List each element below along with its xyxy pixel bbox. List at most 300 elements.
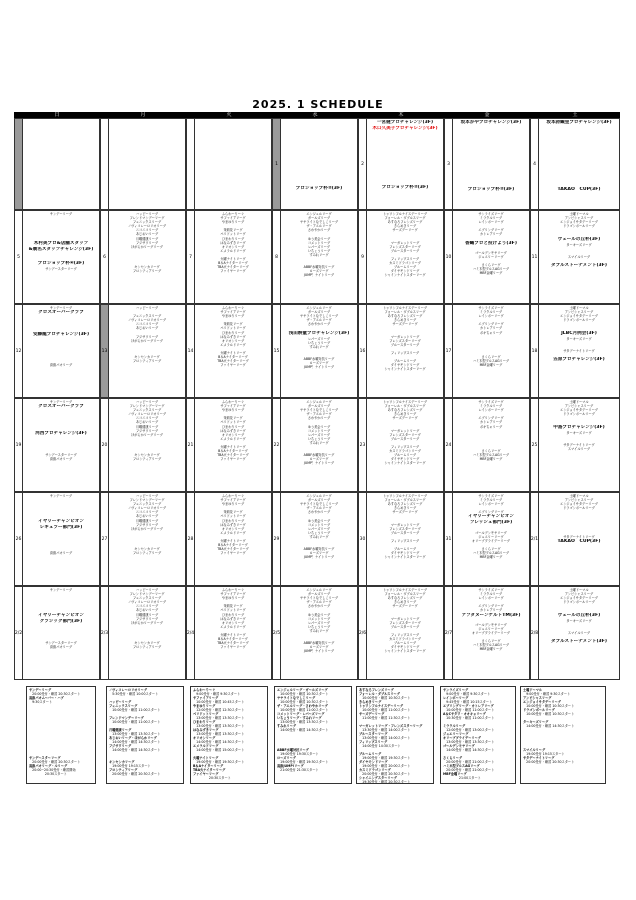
day-cell[interactable] xyxy=(444,398,530,492)
league-name: ほがらかリーグリーグ xyxy=(131,620,163,625)
league-name: あすなろフレンズリーグ xyxy=(387,502,423,507)
day-content xyxy=(368,494,442,584)
day-content xyxy=(282,306,356,396)
note-time: 20:30スタート xyxy=(193,776,231,780)
note-league: TBA火ナイターリーグ xyxy=(193,768,226,772)
league-name: ふらわーりーぐ xyxy=(221,494,245,498)
date-number: 2/7 xyxy=(445,587,453,679)
league-name: 高級パオリーグ xyxy=(49,457,73,462)
day-cell[interactable] xyxy=(444,304,530,398)
league-name: ゴールデンモヤリーグ xyxy=(475,622,507,627)
date-number: 12 xyxy=(15,305,23,397)
league-name: サタデーナイトリーグ xyxy=(563,442,595,447)
day-cell[interactable] xyxy=(272,304,358,398)
league-name: エメラルドリーグ xyxy=(220,436,246,441)
note-time: 19:00受付・練習 19:30スタート xyxy=(193,760,245,764)
league-name: ハミ木型プルスAGリーグ xyxy=(472,551,510,556)
date-number xyxy=(101,119,109,209)
note-league: 土曜ドーマル xyxy=(523,688,543,692)
date-number: 29 xyxy=(273,493,281,585)
league-name: サンライズリーグ xyxy=(478,400,504,404)
weekday-header: 金 xyxy=(444,112,530,118)
league-name: フロンティアリーグ xyxy=(132,359,162,364)
day-content xyxy=(24,306,98,396)
league-name: フロンティアリーグ xyxy=(132,645,162,650)
league-name: エブリングリーグ xyxy=(478,322,504,327)
league-name: JUMP！ナイトリーグ xyxy=(303,365,335,370)
schedule-notes-box xyxy=(440,686,516,784)
note-time: 10:00受付・練習 11:00スタート xyxy=(109,708,161,712)
league-name: ダイヤモンドリーグ xyxy=(390,457,420,462)
day-cell[interactable] xyxy=(100,118,186,210)
league-name: エンジェルリーグ xyxy=(306,588,332,592)
day-content xyxy=(196,120,270,208)
league-name: フジサワリーグ xyxy=(135,522,159,527)
league-name: いちょうリーグ xyxy=(307,624,331,629)
day-cell[interactable] xyxy=(14,586,100,680)
day-content xyxy=(110,120,184,208)
note-league: B＆Aナイターリーグ xyxy=(193,764,224,768)
league-name: フィリップスリーグ xyxy=(390,257,420,262)
note-time: 11:00受付・練習 11:30スタート xyxy=(359,716,411,720)
league-name: フレンズスターリーグ xyxy=(389,432,421,437)
league-name: ダイヤモンドリーグ xyxy=(390,551,420,556)
note-time: 14:00受付・練習 14:30スタート xyxy=(109,748,161,752)
date-number xyxy=(15,119,23,209)
note-time: 10:00受付・練習 10:30スタート xyxy=(277,692,329,696)
league-name: ペリドットリーグ xyxy=(220,514,246,519)
note-league: マーガレットリーグ・フレンズスターリーグ xyxy=(359,724,423,728)
note-league: はなみずきリーグ xyxy=(193,728,219,732)
event-title: アフタヌーンゲルトTM(3F) xyxy=(461,612,521,618)
event-title: イヤリーチャンピオン xyxy=(38,612,84,618)
league-name: フィリップスリーグ xyxy=(390,351,420,356)
league-name: サファイアリーグ xyxy=(220,592,246,597)
day-cell[interactable] xyxy=(100,210,186,304)
league-name: 月曜健康リーグ xyxy=(135,612,159,617)
day-cell[interactable] xyxy=(14,398,100,492)
day-cell[interactable] xyxy=(530,304,620,398)
league-name: ハミ木型プルスAGリーグ xyxy=(472,453,510,458)
league-name: ひまわりリーグ xyxy=(221,236,245,241)
day-content xyxy=(540,588,618,678)
league-name: フロンティアリーグ xyxy=(132,551,162,556)
day-cell[interactable] xyxy=(272,210,358,304)
date-number: 20 xyxy=(101,399,109,491)
note-time: 10:30受付・練習 11:00スタート xyxy=(443,716,495,720)
date-number: 2/8 xyxy=(531,587,539,679)
note-league: 高級JUMP!リーグ xyxy=(277,764,304,768)
note-league: フェニックスリーグ xyxy=(109,704,138,708)
note-time: 19:00受付・練習 19:30スタート xyxy=(359,756,411,760)
league-name: さくらリーグ xyxy=(481,546,501,551)
note-league: ふらわーりーぐ xyxy=(193,688,216,692)
league-name: キンセンカリーグ xyxy=(134,641,160,646)
note-time: 19:00受付 19:15スタート xyxy=(109,764,151,768)
day-cell[interactable] xyxy=(186,586,272,680)
league-name: エブリングリーグ xyxy=(478,604,504,609)
league-name: ヤヤライトなでしこリーグ xyxy=(299,314,339,319)
event-title: フレッシュ部門(3F) xyxy=(469,520,513,526)
league-name: ハミ木型プルスAGリーグ xyxy=(472,643,510,648)
league-name: フジサワリーグ xyxy=(135,616,159,621)
league-name: すみれリーグ xyxy=(309,440,329,445)
league-name: レパーズリーグ xyxy=(308,432,330,437)
league-name: ガールズリーグ xyxy=(307,592,331,597)
league-name: フォーレル・ダブルスリーグ xyxy=(384,404,426,409)
league-name: いちょうリーグ xyxy=(307,530,331,535)
league-name: サンデースターリーグ xyxy=(45,452,77,457)
date-number: 17 xyxy=(445,305,453,397)
league-name: ブルームリーグ xyxy=(393,641,417,646)
date-number: 2/1 xyxy=(531,493,539,585)
league-name: フレンズスターリーグ xyxy=(389,620,421,625)
league-name: JUMP！ナイトリーグ xyxy=(303,649,335,654)
day-content xyxy=(540,212,618,302)
day-cell[interactable] xyxy=(186,304,272,398)
day-content xyxy=(368,212,442,302)
league-name: ひまわりリーグ xyxy=(221,424,245,429)
note-time: 9:00受付・練習 9:30スタート xyxy=(443,692,491,696)
league-name: サンデーリーグ xyxy=(49,494,73,498)
day-cell[interactable] xyxy=(272,586,358,680)
league-name: アンビシャスリーグ xyxy=(564,310,594,315)
league-name: カスミドラゴンリーグ xyxy=(389,261,421,266)
note-league: レインボーリーグ xyxy=(443,696,469,700)
league-name: マーガレットリーグ xyxy=(390,240,420,245)
league-name: 火曜ナイトリーグ xyxy=(220,445,246,450)
league-name: エンジェルリーグ xyxy=(306,306,332,310)
day-cell[interactable] xyxy=(14,304,100,398)
league-name: ダイヤモンドリーグ xyxy=(390,363,420,368)
league-name: ゆう美会リーグ xyxy=(307,518,331,523)
league-name: ノヴィコレーロリオリーグ xyxy=(127,600,167,605)
league-name: サファイアリーグ xyxy=(220,404,246,409)
league-name: ドラゴンボールリーグ xyxy=(563,600,595,605)
day-cell[interactable] xyxy=(186,398,272,492)
note-time: 10:00受付・練習 10:30スタート xyxy=(359,696,411,700)
league-name: スマイルリーグ xyxy=(567,630,591,635)
day-content xyxy=(454,306,528,396)
league-name: B＆Aナイターリーグ xyxy=(218,261,248,266)
league-name: ブルームリーグ xyxy=(393,453,417,458)
league-name: ハッピーリーグ xyxy=(135,400,159,404)
day-cell[interactable] xyxy=(530,586,620,680)
league-name: オリオンリーグ xyxy=(221,338,245,343)
note-league: あじおいリーグ・ほがらかリーグ xyxy=(109,736,157,740)
schedule-notes-box xyxy=(274,686,352,784)
event-title: クロスオーバークラブ xyxy=(38,404,84,410)
note-league: キンセンカリーグ xyxy=(109,760,135,764)
note-league: さくらリーグ xyxy=(443,756,463,760)
event-title: TAKAO CUP(3F) xyxy=(557,539,601,545)
note-league: ローズリーグ xyxy=(277,756,296,760)
date-number: 15 xyxy=(273,305,281,397)
league-name: ドラゴンボールリーグ xyxy=(563,224,595,229)
league-name: マーガレットリーグ xyxy=(390,334,420,339)
league-name: ABBF水曜対抗リーグ xyxy=(303,547,335,552)
league-name: フレンズスターリーグ xyxy=(389,526,421,531)
day-cell[interactable] xyxy=(272,492,358,586)
day-cell[interactable] xyxy=(358,210,444,304)
event-title: 一宮健プロチャレンジ(3F) xyxy=(376,120,434,125)
league-name: レインボーリーグ xyxy=(478,596,504,601)
league-name: フォーレル・ダブルスリーグ xyxy=(384,498,426,503)
league-name: フィリップスリーグ xyxy=(390,633,420,638)
date-number: 30 xyxy=(359,493,367,585)
league-name: B＆Aナイターリーグ xyxy=(218,449,248,454)
league-name: きらめきリーグ xyxy=(393,318,417,323)
league-name: ニコニコリーグ xyxy=(135,228,159,233)
event-title: クロスオーバークラブ xyxy=(38,310,84,316)
day-cell[interactable] xyxy=(444,118,530,210)
note-league: 高級パオムーバー・ハブ xyxy=(29,696,64,700)
day-cell[interactable] xyxy=(530,398,620,492)
note-league: ペリドットリーグ xyxy=(193,712,219,716)
day-cell[interactable] xyxy=(358,118,444,210)
league-name: マーガレットリーグ xyxy=(390,616,420,621)
note-time: 14:00受付 14:30スタート xyxy=(359,744,401,748)
league-name: アンビシャスリーグ xyxy=(564,216,594,221)
day-cell[interactable] xyxy=(14,210,100,304)
league-name: 火曜ナイトリーグ xyxy=(220,351,246,356)
day-cell[interactable] xyxy=(100,492,186,586)
note-time: 20:00受付・練習 21:00スタート xyxy=(443,768,495,772)
league-name: カトレアリーグ xyxy=(479,232,503,237)
note-time: 9:00受付・練習 9:30スタート xyxy=(193,692,241,696)
league-name: シャインナイトスターリーグ xyxy=(384,649,426,654)
league-name: コメットリーグ xyxy=(307,522,331,527)
league-name: ニコニコリーグ xyxy=(135,322,159,327)
day-cell[interactable] xyxy=(272,118,358,210)
league-name: すみれリーグ xyxy=(309,344,329,349)
league-name: ハッピーリーグ xyxy=(135,588,159,592)
note-time: 12:00受付・練習 13:00スタート xyxy=(443,728,495,732)
day-cell[interactable] xyxy=(186,492,272,586)
event-title: イヤリーチャンピオン xyxy=(38,518,84,524)
day-cell[interactable] xyxy=(186,118,272,210)
day-content xyxy=(110,306,184,396)
note-time: 10:00受付・練習 11:00スタート xyxy=(443,708,495,712)
league-name: ミラクルリーグ xyxy=(479,498,503,503)
schedule-notes-box xyxy=(356,686,434,784)
date-number: 10 xyxy=(445,211,453,303)
day-cell[interactable] xyxy=(14,492,100,586)
league-name: やまゆりリーグ xyxy=(221,408,245,413)
note-time: 13:00受付・練習 13:30スタート xyxy=(193,716,245,720)
league-name: ほがらかリーグリーグ xyxy=(131,432,163,437)
weekday-header: 水 xyxy=(272,112,358,118)
league-name: ペリドットリーグ xyxy=(220,326,246,331)
league-name: さわやかリーグ xyxy=(307,322,331,327)
schedule-notes-box xyxy=(520,686,606,784)
day-content xyxy=(110,494,184,584)
note-time: 20:00受付・練習 20:30スタート xyxy=(29,760,81,764)
day-cell[interactable] xyxy=(358,492,444,586)
league-name: さくらリーグ xyxy=(481,355,501,360)
league-name: 月曜健康リーグ xyxy=(135,424,159,429)
league-name: カスミドラゴンリーグ xyxy=(389,449,421,454)
date-number: 2/3 xyxy=(101,587,109,679)
event-title: 香織プロと投げよう(3F) xyxy=(465,240,517,246)
note-league: フレンドマンデーリーグ xyxy=(109,716,144,720)
date-number: 2/4 xyxy=(187,587,195,679)
event-title: TAKAO CUP(3F) xyxy=(557,187,601,193)
league-name: フェニックスリーグ xyxy=(132,596,162,601)
league-name: フロンティアリーグ xyxy=(132,457,162,462)
league-name: オリオンリーグ xyxy=(221,244,245,249)
date-number: 16 xyxy=(359,305,367,397)
date-number: 14 xyxy=(187,305,195,397)
league-name: 茉莉花リーグ xyxy=(223,510,243,515)
note-league: サンデースターリーグ xyxy=(29,756,61,760)
note-league: サファイアリーグ xyxy=(193,696,219,700)
league-name: アンビシャスリーグ xyxy=(564,498,594,503)
league-name: ハッピーリーグ xyxy=(135,212,159,216)
day-content xyxy=(540,120,618,208)
league-name: ハミ木型プルスAGリーグ xyxy=(472,359,510,364)
note-league: エンジョイサタデーリーグ xyxy=(523,700,561,704)
day-cell[interactable] xyxy=(272,398,358,492)
note-league: 高級パオリーグ・ルリーグ xyxy=(29,764,68,768)
day-content xyxy=(540,306,618,396)
league-name: ターキーズリーグ xyxy=(566,430,592,435)
league-name: TBA火ナイターリーグ xyxy=(217,547,249,552)
league-name: サンライズリーグ xyxy=(478,494,504,498)
league-name: ゆう美会リーグ xyxy=(307,236,331,241)
day-content xyxy=(196,212,270,302)
league-name: キンセンカリーグ xyxy=(134,453,160,458)
event-title: &農名スタッフチャレンジ(3F) xyxy=(28,246,94,252)
day-content xyxy=(24,212,98,302)
day-cell[interactable] xyxy=(444,492,530,586)
event-title: ヴェールの丘杯(3F) xyxy=(557,612,601,618)
event-title: 安藤龍プロチャレンジ(3F) xyxy=(32,332,90,338)
day-content xyxy=(24,588,98,678)
league-name: ファイヤーリーグ xyxy=(220,551,246,556)
note-league: ファイヤーリーグ xyxy=(193,772,219,776)
league-name: フェニックスリーグ xyxy=(132,408,162,413)
day-cell[interactable] xyxy=(530,492,620,586)
league-name: サーズデーリーグ xyxy=(392,416,418,421)
day-content xyxy=(368,306,442,396)
note-league: A＆Cサタワ・オオキョリーグ xyxy=(443,712,486,716)
league-name: ABBF水曜対抗リーグ xyxy=(303,357,335,362)
day-content xyxy=(282,494,356,584)
date-number: 23 xyxy=(359,399,367,491)
league-name: サファイアリーグ xyxy=(220,310,246,315)
day-cell[interactable] xyxy=(530,118,620,210)
league-name: ヤヤライトなでしこリーグ xyxy=(299,408,339,413)
note-time: 20:00受付・練習 20:30スタート xyxy=(29,692,81,696)
day-cell[interactable] xyxy=(444,210,530,304)
league-name: オリオンリーグ xyxy=(221,620,245,625)
league-name: オリーブプライデーリーグ xyxy=(472,538,510,543)
league-name: 高級パオリーグ xyxy=(49,363,73,368)
date-number: 28 xyxy=(187,493,195,585)
league-name: あじおいリーグ xyxy=(135,514,159,519)
event-title: ダブルストーナメント(3F) xyxy=(551,263,607,269)
league-name: ミラクルリーグ xyxy=(479,310,503,315)
day-cell[interactable] xyxy=(530,210,620,304)
date-number: 2 xyxy=(359,119,367,209)
note-league: やまゆりリーグ xyxy=(193,704,216,708)
note-time: 13:00受付・練習 13:30スタート xyxy=(193,732,245,736)
day-cell[interactable] xyxy=(444,586,530,680)
day-content xyxy=(454,588,528,678)
league-name: きらめきリーグ xyxy=(393,412,417,417)
league-name: ローズリーグ xyxy=(309,361,329,366)
day-cell[interactable] xyxy=(186,210,272,304)
league-name: JUMP！ナイトリーグ xyxy=(303,555,335,560)
league-name: さわやかリーグ xyxy=(307,416,331,421)
day-cell[interactable] xyxy=(100,586,186,680)
league-name: ノヴィコレーロリオリーグ xyxy=(127,224,167,229)
day-cell[interactable] xyxy=(358,586,444,680)
date-number: 5 xyxy=(15,211,23,303)
league-name: ターキーズリーグ xyxy=(566,242,592,247)
league-name: フェニックスリーグ xyxy=(132,220,162,225)
league-name: フェニックスリーグ xyxy=(132,502,162,507)
league-name: いちょうリーグ xyxy=(307,436,331,441)
league-name: 高級パオリーグ xyxy=(49,551,73,556)
league-name: コメットリーグ xyxy=(307,616,331,621)
league-name: 高級パオリーグ xyxy=(49,645,73,650)
note-time: 13:00受付・練習 14:00スタート xyxy=(359,736,411,740)
day-cell[interactable] xyxy=(358,304,444,398)
day-cell[interactable] xyxy=(358,398,444,492)
note-time: 14:00受付・練習 14:30スタート xyxy=(277,728,329,732)
day-content xyxy=(454,120,528,208)
league-name: フィリップスリーグ xyxy=(390,539,420,544)
league-name: ファイヤーリーグ xyxy=(220,457,246,462)
note-league: サンデーリーグ xyxy=(29,688,52,692)
league-name: ブルースターリーグ xyxy=(390,248,420,253)
league-name: エンジョイサタデーリーグ xyxy=(560,220,598,225)
note-time: 13:00受付・練習 13:30スタート xyxy=(443,740,495,744)
league-name: ミラクルリーグ xyxy=(479,404,503,409)
league-name: MBF金曜リーグ xyxy=(479,555,503,560)
league-name: ローズリーグ xyxy=(309,551,329,556)
league-name: エメラルドリーグ xyxy=(220,530,246,535)
league-name: レパーズリーグ xyxy=(308,244,330,249)
event-title: 坂本かやプロチャレンジ(3F) xyxy=(460,120,522,125)
date-number: 2/6 xyxy=(359,587,367,679)
league-name: エブリングリーグ xyxy=(478,416,504,421)
league-name: カトレアリーグ xyxy=(479,326,503,331)
league-name: はなみずきリーグ xyxy=(220,616,246,621)
league-name: さわやかリーグ xyxy=(307,510,331,515)
league-name: ドラゴンボールリーグ xyxy=(563,506,595,511)
league-name: ファイヤーリーグ xyxy=(220,363,246,368)
day-content xyxy=(282,212,356,302)
league-name: トゥワンフルナイスデーリーグ xyxy=(382,400,428,404)
day-cell[interactable] xyxy=(100,304,186,398)
league-name: MBF金曜リーグ xyxy=(479,457,503,462)
day-cell[interactable] xyxy=(100,398,186,492)
note-league: ハッピーリーグ xyxy=(109,700,132,704)
league-name: ザ・アエルリーグ xyxy=(306,318,332,323)
day-content xyxy=(540,494,618,584)
league-name: あすなろフレンズリーグ xyxy=(387,220,423,225)
league-name: はなみずきリーグ xyxy=(220,428,246,433)
league-name: あすなろフレンズリーグ xyxy=(387,596,423,601)
league-name: サンデーリーグ xyxy=(49,400,73,404)
note-time: 10:00受付・練習 10:30スタート xyxy=(277,700,329,704)
note-league: ザ・アエルリーグ・さわやかリーグ xyxy=(277,704,328,708)
day-cell[interactable] xyxy=(14,118,100,210)
league-name: エンジェルリーグ xyxy=(306,212,332,216)
